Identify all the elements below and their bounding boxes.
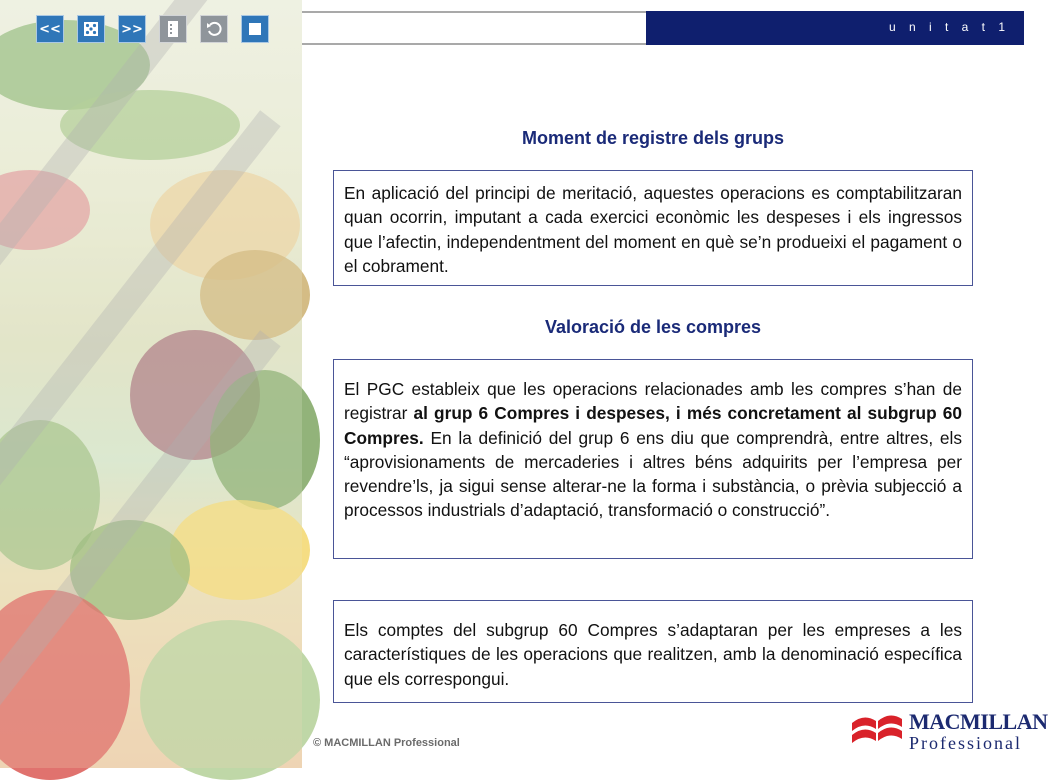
contents-button[interactable] [159,15,187,43]
pgc-text-bold: al grup 6 Compres i despeses, i més concretament al subgrup 60 Compres. [344,403,962,448]
macmillan-logo-mark [850,707,904,751]
list-icon [165,20,181,38]
unit-label: u n i t a t 1 [888,20,1010,34]
header-band [646,11,1024,45]
stop-square-icon [248,22,262,36]
previous-button[interactable]: << [36,15,64,43]
moment-heading: Moment de registre dels grups [521,128,785,148]
back-button[interactable] [200,15,228,43]
logo-name: MACMILLAN [909,709,1048,734]
comptes-text: Els comptes del subgrup 60 Compres s’adaptaran per les empreses a les característiques de les operacions que realitzen, amb la denominació específica que els correspongui. [344,620,962,689]
undo-arrow-icon [205,20,223,38]
valoracio-heading: Valoració de les compres [544,317,762,337]
dice-icon [83,21,99,37]
pgc-text-part-1: El PGC estableix que les operacions relacionades amb les compres s’han de registrar [344,379,962,424]
header-line [302,11,647,45]
produce-photo [0,0,302,768]
index-button[interactable] [77,15,105,43]
pgc-text-part-2: En la definició del grup 6 ens diu que comprendrà, entre altres, els “aprovisionaments de mercaderies i altres béns adquirits per l’empresa per revendre’ls, ja sigui sense alterar-ne la forma i substància, o prèvia subjecció a processos industrials d’adaptació, transformació o construcció”. [344,427,962,521]
pgc-text-box [333,359,973,559]
stop-button[interactable] [241,15,269,43]
copyright-text: © MACMILLAN Professional [313,737,460,749]
moment-text: En aplicació del principi de meritació, aquestes operacions es comptabilitzaran quan ocorrin, imputant a cada exercici econòmic les despeses i els ingressos que l’afectin, independentment del moment en què se’n produeixi el pagament o el cobrament. [344,183,962,276]
comptes-text-box [333,600,973,703]
logo-subtitle: Professional [909,733,1022,753]
navigation-bar [36,15,269,43]
next-button[interactable]: >> [118,15,146,43]
moment-text-box [333,170,973,286]
macmillan-logo [850,707,1048,755]
